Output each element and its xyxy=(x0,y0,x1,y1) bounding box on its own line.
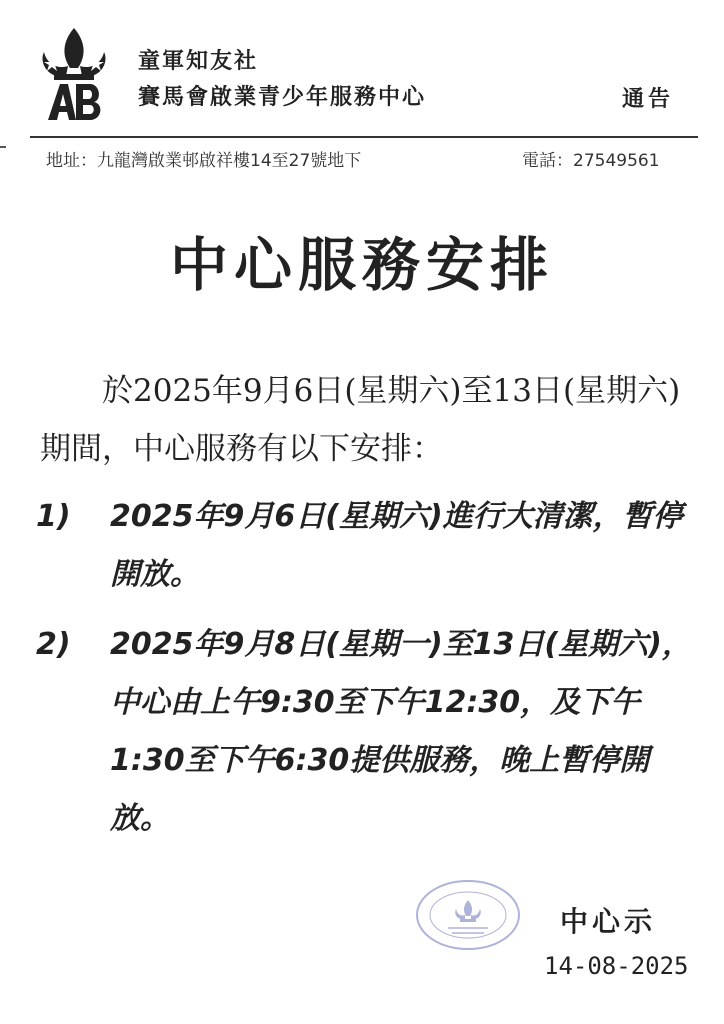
official-stamp-icon xyxy=(414,878,522,952)
list-item-text: 2025年9月8日(星期一)至13日(星期六)，中心由上午9:30至下午12:30，及下午1:30至下午6:30提供服務，晚上暫停開放。 xyxy=(110,627,692,836)
organization-line-1: 童軍知友社 xyxy=(138,49,259,74)
organization-line-2: 賽馬會啟業青少年服務中心 xyxy=(138,85,427,110)
header-divider xyxy=(30,136,698,138)
notice-label: 通告 xyxy=(622,87,675,112)
notice-date: 14-08-2025 xyxy=(544,952,689,980)
list-item xyxy=(36,616,700,848)
signature-text: 中心示 xyxy=(560,905,657,938)
address-text: 地址：九龍灣啟業邨啟祥樓14至27號地下 xyxy=(46,151,362,171)
fleur-de-lis-logo-icon xyxy=(36,26,112,122)
list-item-number: 2) xyxy=(36,627,71,662)
margin-mark xyxy=(0,146,6,148)
organization-name xyxy=(138,44,426,116)
page-title: 中心服務安排 xyxy=(169,231,554,299)
list-item xyxy=(36,488,700,604)
phone-text: 電話：27549561 xyxy=(522,151,660,171)
intro-paragraph: 於2025年9月6日(星期六)至13日(星期六)期間，中心服務有以下安排： xyxy=(40,373,681,467)
list-item-number: 1) xyxy=(36,499,71,534)
list-item-text: 2025年9月6日(星期六)進行大清潔，暫停開放。 xyxy=(110,499,683,592)
